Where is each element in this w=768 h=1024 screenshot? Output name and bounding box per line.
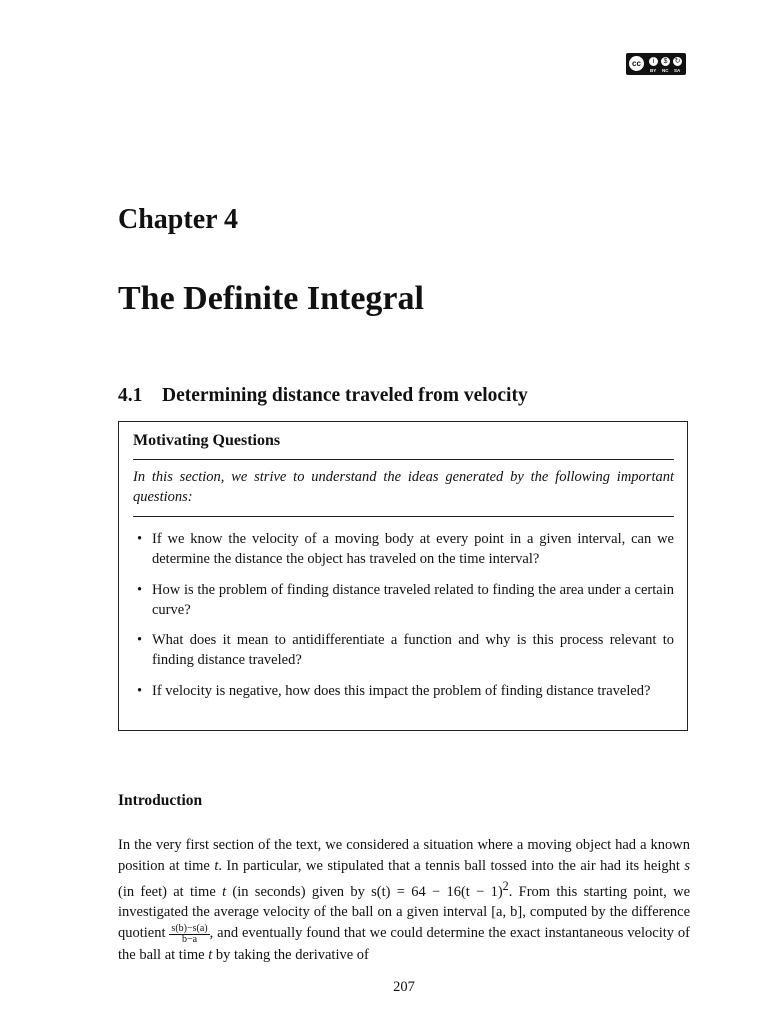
divider [133, 459, 674, 460]
interval-notation: [a, b] [491, 904, 523, 921]
chapter-title: The Definite Integral [118, 280, 424, 317]
list-item: • What does it mean to antidifferentiate a function and why is this process relevant to finding distance traveled? [133, 630, 674, 670]
cc-icon: cc [628, 55, 645, 72]
introduction-heading: Introduction [118, 792, 203, 809]
section-heading [118, 385, 528, 407]
chapter-label: Chapter 4 [118, 204, 239, 235]
motivating-questions-box [118, 421, 688, 731]
list-item: • How is the problem of finding distance traveled related to finding the area under a certain curve? [133, 580, 674, 620]
section-number: 4.1 [118, 385, 143, 406]
sharealike-icon: ↻ [672, 56, 683, 67]
motivating-questions-title: Motivating Questions [133, 432, 281, 449]
height-formula: s(t) = 64 − 16(t − 1) [371, 883, 503, 900]
difference-quotient: $\frac{s(b)-s(a)}{b-a}$ [171, 923, 208, 946]
list-item: • If we know the velocity of a moving body at every point in a given interval, can we determine the distance the object has traveled on the time interval? [133, 529, 674, 569]
license-label-nc: NC [662, 68, 669, 73]
list-item: • If velocity is negative, how does this impact the problem of finding distance traveled? [133, 681, 674, 701]
attribution-icon: i [648, 56, 659, 67]
section-title: Determining distance traveled from velocity [162, 385, 528, 406]
cc-license-badge [626, 53, 686, 75]
introduction-paragraph: In the very first section of the text, we considered a situation where a moving object had a known position at time t. In particular, we stipulated that a tennis ball tossed into the air had its height s (in feet) at time t (in seconds) given by $s(t) = 64 - 16(t - 1)^2$. From this starting point, we investigated the average velocity of the ball on a given interval [a, b], computed by the difference quotient $\frac{s(b)-s(a)}{b-a}$ , and eventually found that we could determine the exact instantaneous velocity of the ball at time t by taking the derivative of [118, 837, 691, 964]
page-number: 207 [393, 979, 415, 995]
license-label-sa: SA [674, 68, 681, 73]
motivating-questions-intro: In this section, we strive to understand the ideas generated by the following important questions: [133, 469, 674, 505]
motivating-questions-list [133, 529, 674, 711]
license-label-by: BY [650, 68, 657, 73]
noncommercial-icon: $ [660, 56, 671, 67]
divider [133, 516, 674, 517]
